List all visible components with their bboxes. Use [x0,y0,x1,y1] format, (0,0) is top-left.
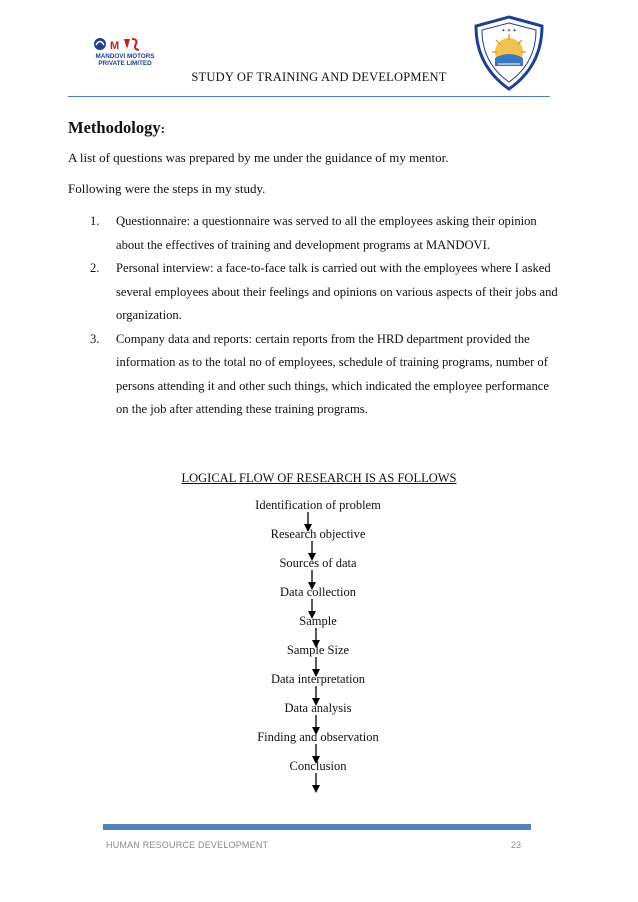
document-header-title: STUDY OF TRAINING AND DEVELOPMENT [191,70,447,84]
step-number: 3. [90,331,100,346]
step-item [90,328,560,422]
logo-line-2: PRIVATE LIMITED [98,60,152,66]
step-line: about the effectives of training and development programs at MANDOVI. [116,237,490,252]
logo-line-1: MANDOVI MOTORS [95,53,155,60]
step-line: on the job after attending these training programs. [116,402,368,416]
flow-step: Data interpretation [270,672,366,686]
methodology-steps-list [90,210,560,422]
flow-step: Research objective [270,527,366,541]
section-heading-text: Methodology [68,118,161,137]
svg-text:M: M [110,40,120,52]
brand-marks-icon [94,38,139,52]
flow-step: Data analysis [284,701,352,715]
step-line: several employees about their feelings and opinions on various aspects of their jobs and [116,284,558,299]
step-item [90,210,560,257]
footer-bar [103,824,531,830]
step-line: organization. [116,308,182,322]
step-line: Questionnaire: a questionnaire was served to all the employees asking their opinion [116,214,537,228]
step-line: information as to the total no of employees, schedule of training programs, number of [116,355,548,369]
flow-step: Identification of problem [255,498,381,512]
flow-step: Sample Size [286,643,350,657]
footer-label: HUMAN RESOURCE DEVELOPMENT [106,840,269,850]
down-arrow-icon [311,773,321,793]
flow-step: Finding and observation [257,730,379,744]
flow-step: Sample [299,614,337,628]
section-heading-colon: : [160,121,165,136]
step-line: persons attending it and other such things, which indicated the employee performance [116,378,549,393]
step-number: 2. [90,261,100,275]
step-number: 1. [90,214,100,228]
step-line: Personal interview: a face-to-face talk is carried out with the employees where I asked [116,261,551,275]
svg-text:✦ ✦ ✦: ✦ ✦ ✦ [501,28,517,34]
section-heading [68,118,165,138]
step-line: Company data and reports: certain reports from the HRD department provided the [116,331,530,346]
header-divider [68,96,550,97]
steps-intro-paragraph: Following were the steps in my study. [68,181,266,196]
flow-step: Sources of data [279,556,357,570]
page-number: 23 [511,840,522,850]
flow-step: Conclusion [289,759,347,773]
intro-paragraph: A list of questions was prepared by me under the guidance of my mentor. [68,150,449,165]
flow-title: LOGICAL FLOW OF RESEARCH IS AS FOLLOWS [181,471,457,485]
flow-step: Data collection [279,585,356,599]
mandovi-motors-logo [86,36,164,66]
step-item [90,257,560,328]
